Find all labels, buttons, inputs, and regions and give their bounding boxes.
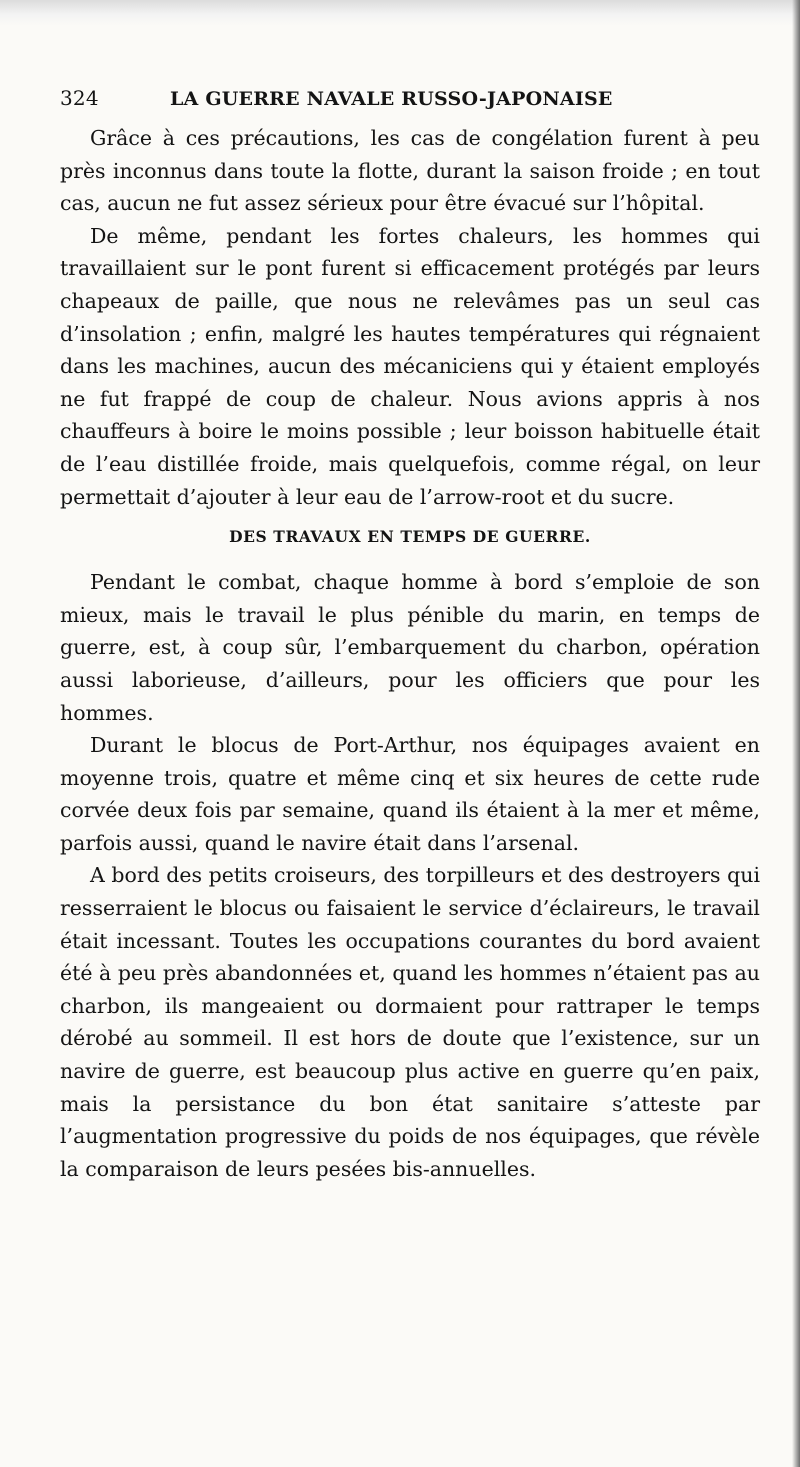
section-heading: DES TRAVAUX EN TEMPS DE GUERRE. <box>229 527 591 547</box>
running-title: LA GUERRE NAVALE RUSSO-JAPONAISE <box>170 88 613 110</box>
paragraph-3: Pendant le combat, chaque homme à bord s’emploie de son mieux, mais le travail le plus pénible du marin, en temps de guerre, est, à coup sûr, l’embarquement du charbon, opération aussi laborieuse, d’ailleurs, pour les officiers que pour les hommes. <box>60 570 760 725</box>
paragraph-5: A bord des petits croiseurs, des torpilleurs et des destroyers qui resserraient le blocus ou faisaient le service d’éclaireurs, le travail était incessant. Toutes les occupations courantes du bord avaient été à peu près abandonnées et, quand les hommes n’étaient pas au charbon, ils mangeaient ou dormaient pour rattraper le temps dérobé au sommeil. Il est hors de doute que l’existence, sur un navire de guerre, est beaucoup plus active en guerre qu’en paix, mais la persistance du bon état sanitaire s’atteste par l’augmentation progressive du poids de nos équipages, que révèle la comparaison de leurs pesées bis-annuelles. <box>60 863 760 1181</box>
book-page <box>60 86 760 1185</box>
scan-top-shadow <box>0 0 800 26</box>
running-header <box>60 86 760 122</box>
paragraph-4: Durant le blocus de Port-Arthur, nos équipages avaient en moyenne trois, quatre et même cinq et six heures de cette rude corvée deux fois par semaine, quand ils étaient à la mer et même, parfois aussi, quand le navire était dans l’arsenal. <box>60 733 760 855</box>
page-number: 324 <box>60 86 99 110</box>
scan-right-edge <box>792 0 800 1467</box>
paragraph-2: De même, pendant les fortes chaleurs, les hommes qui travaillaient sur le pont furent si efficacement protégés par leurs chapeaux de paille, que nous ne relevâmes pas un seul cas d’insolation ; enfin, malgré les hautes températures qui régnaient dans les machines, aucun des mécaniciens qui y étaient employés ne fut frappé de coup de chaleur. Nous avions appris à nos chauffeurs à boire le moins possible ; leur boisson habituelle était de l’eau distillée froide, mais quelquefois, comme régal, on leur permettait d’ajouter à leur eau de l’arrow-root et du sucre. <box>60 223 760 509</box>
paragraph-1: Grâce à ces précautions, les cas de congélation furent à peu près inconnus dans toute la flotte, durant la saison froide ; en tout cas, aucun ne fut assez sérieux pour être évacué sur l’hôpital. <box>60 126 760 216</box>
